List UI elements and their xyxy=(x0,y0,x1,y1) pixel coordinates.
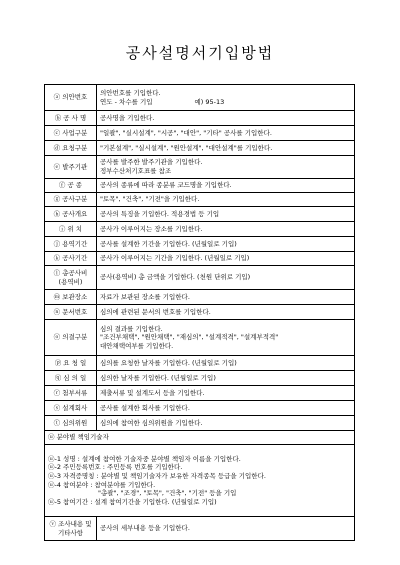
row-label: ⓗ 공사개요 xyxy=(45,207,97,222)
row-location xyxy=(45,222,355,237)
row-design-company xyxy=(45,401,355,416)
row-value: 공사를 설계한 회사를 기입한다. xyxy=(97,401,355,416)
row-label: ⓡ 첨부서류 xyxy=(45,386,97,401)
row-attachments xyxy=(45,386,355,401)
row-value: 심의에 참여한 심의위원을 기입한다. xyxy=(97,416,355,431)
row-value: 자료가 보관된 장소를 기입한다. xyxy=(97,290,355,305)
row-agenda-number xyxy=(45,85,355,111)
row-value: 제출서류 및 설계도서 등을 기입한다. xyxy=(97,386,355,401)
row-value: 공사를 설계한 기간을 기입한다. (년월일로 기입) xyxy=(97,237,355,252)
row-label: ⓔ 발주기관 xyxy=(45,156,97,179)
row-service-period xyxy=(45,237,355,252)
row-business-type xyxy=(45,126,355,141)
row-document-number xyxy=(45,305,355,320)
instruction-table xyxy=(44,84,355,541)
row-label: ⓜ 보관장소 xyxy=(45,290,97,305)
row-value: 공사의 특징을 기입한다. 적용경법 등 기입 xyxy=(97,207,355,222)
row-label: ⓠ 심 의 일 xyxy=(45,371,97,386)
row-label: ⓛ 총공사비 (용역비) xyxy=(45,266,97,290)
row-value: 심의에 관련된 문서의 번호를 기입한다. xyxy=(97,305,355,320)
row-value: 공사가 이루어지는 장소를 기입한다. xyxy=(97,222,355,237)
row-total-cost xyxy=(45,266,355,290)
row-label: ⓝ 문서번호 xyxy=(45,305,97,320)
row-field-engineer-details xyxy=(45,445,355,517)
row-construction-type xyxy=(45,193,355,207)
row-value: "토목", "건축", "기전"을 기입한다. xyxy=(97,193,355,207)
row-value: 공사의 종류에 따라 종분류 코드명을 기입한다. xyxy=(97,179,355,193)
row-request-type xyxy=(45,141,355,156)
row-value: 공사가 이루어지는 기간을 기입한다. (년월일로 기입) xyxy=(97,252,355,266)
row-label: ⓓ 요청구분 xyxy=(45,141,97,156)
row-label: ⓥ 조사내용 및 기타사항 xyxy=(45,517,97,541)
row-decision-type xyxy=(45,320,355,356)
row-request-date xyxy=(45,356,355,371)
row-label: ⓑ 공 사 명 xyxy=(45,111,97,126)
row-value: 공사명을 기입한다. xyxy=(97,111,355,126)
row-value: 공사(용역비) 총 금액을 기입한다. (천원 단위로 기입) xyxy=(97,266,355,290)
row-ordering-agency xyxy=(45,156,355,179)
row-label: ⓞ 의결구분 xyxy=(45,320,97,356)
row-label: ⓢ 설계회사 xyxy=(45,401,97,416)
row-label: ⓣ 심의위원 xyxy=(45,416,97,431)
field-section-header: ⓤ 분야별 책임기술자 xyxy=(45,431,355,445)
row-label: ⓘ 위 치 xyxy=(45,222,97,237)
field-section-details: ⓤ-1 성명 : 설계에 참여한 기술자중 분야별 책임자 이름을 기입한다. ⓤ-2 주민등록번호 : 주민등록 번호를 기입한다. ⓤ-3 자격증명칭 : 분야별 및 책임기술자가 보유한 자격종목 등급을 기입한다. ⓤ-4 참여분야 : 참여분야를 기입한다. "총괄", "조경", "토목", "건축", "기전" 등을 기입 ⓤ-5 참여기간 : 설계 참여기간을 기입한다. (년월일로 기입) xyxy=(45,445,355,517)
row-label: ⓐ 의안번호 xyxy=(45,85,97,111)
row-value: 심의한 날자를 기입한다. (년월일로 기입) xyxy=(97,371,355,386)
page-title: 공사설명서기입방법 xyxy=(125,44,275,62)
row-label: ⓙ 용역기간 xyxy=(45,237,97,252)
row-work-category xyxy=(45,179,355,193)
row-value: "기본설계", "실시설계", "원안설계", "대안설계"를 기입한다. xyxy=(97,141,355,156)
row-label: ⓕ 공 종 xyxy=(45,179,97,193)
row-overview xyxy=(45,207,355,222)
row-storage-location xyxy=(45,290,355,305)
row-value: 공사를 발주한 발주기관을 기입한다. 정부수산처기호표를 참조 xyxy=(97,156,355,179)
row-field-engineer-header xyxy=(45,431,355,445)
row-review-date xyxy=(45,371,355,386)
row-construction-period xyxy=(45,252,355,266)
row-value: 공사의 세부내용 등을 기입한다. xyxy=(97,517,355,541)
row-label: ⓖ 공사구분 xyxy=(45,193,97,207)
row-label: ⓒ 사업구분 xyxy=(45,126,97,141)
row-value: 의안번호를 기입한다. 연도 - 차수를 기입 예) 95-13 xyxy=(97,85,355,111)
row-survey-other xyxy=(45,517,355,541)
row-review-members xyxy=(45,416,355,431)
row-value: "일괄", "실시설계", "시공", "대안", "기타" 공사를 기입한다. xyxy=(97,126,355,141)
row-project-name xyxy=(45,111,355,126)
row-value: 심의를 요청한 날자를 기입한다. (년월일로 기입) xyxy=(97,356,355,371)
row-value: 심의 결과를 기입한다. "조건부채택", "원안채택", "재심의", "설계적격", "설계부적격" 대안채택여부를 기입한다. xyxy=(97,320,355,356)
row-label: ⓟ 요 청 일 xyxy=(45,356,97,371)
row-label: ⓚ 공사기간 xyxy=(45,252,97,266)
